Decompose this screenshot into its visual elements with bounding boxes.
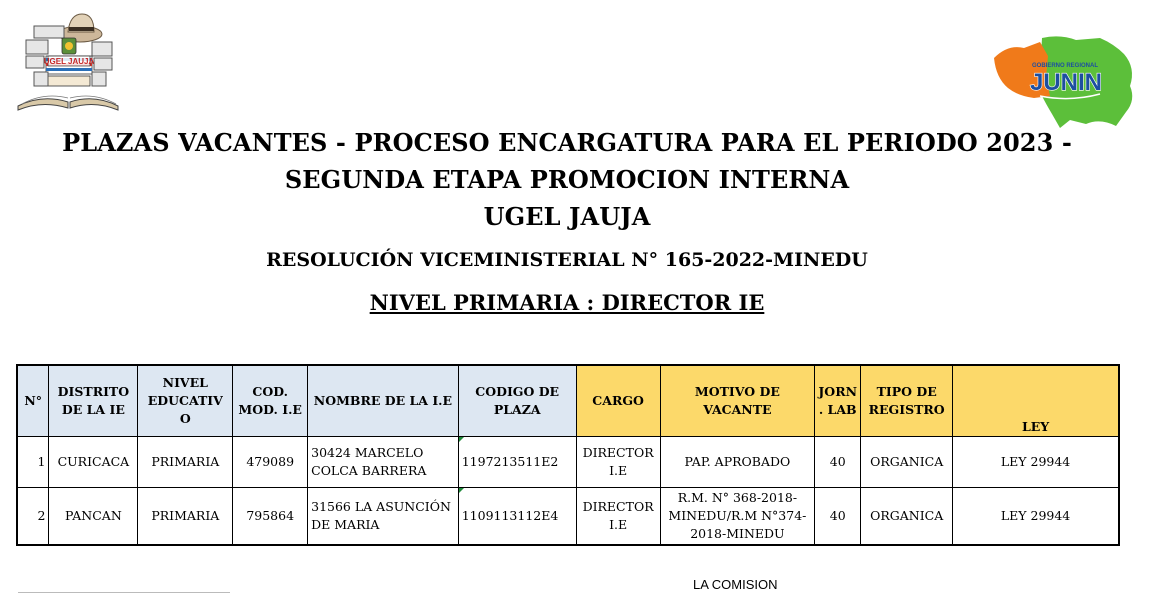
header-nivel: NIVEL EDUCATIV O (138, 365, 233, 437)
cell-nombre: 30424 MARCELO COLCA BARRERA (308, 437, 459, 488)
comision-label: LA COMISION (693, 577, 778, 592)
title-line-1: PLAZAS VACANTES - PROCESO ENCARGATURA PARA EL PERIODO 2023 - (62, 128, 1072, 157)
cell-tipo: ORGANICA (861, 437, 953, 488)
table-row (17, 437, 1119, 488)
junin-logo-name: JUNIN (1029, 69, 1103, 96)
cell-distrito: PANCAN (49, 488, 138, 546)
header-motivo: MOTIVO DE VACANTE (660, 365, 815, 437)
resolution-heading: RESOLUCIÓN VICEMINISTERIAL N° 165-2022-MINEDU (266, 249, 868, 271)
header-n: N° (17, 365, 49, 437)
cell-n: 2 (17, 488, 49, 546)
cell-distrito: CURICACA (49, 437, 138, 488)
header-jorn: JORN . LAB (815, 365, 861, 437)
header-distrito: DISTRITO DE LA IE (49, 365, 138, 437)
cell-nivel: PRIMARIA (138, 437, 233, 488)
cell-tipo: ORGANICA (861, 488, 953, 546)
cell-motivo: R.M. N° 368-2018-MINEDU/R.M N°374-2018-MINEDU (660, 488, 815, 546)
header-nombre: NOMBRE DE LA I.E (308, 365, 459, 437)
cell-nombre: 31566 LA ASUNCIÓN DE MARIA (308, 488, 459, 546)
signature-line (18, 592, 230, 593)
cell-cod-mod: 795864 (233, 488, 308, 546)
title-line-2: SEGUNDA ETAPA PROMOCION INTERNA (284, 165, 850, 194)
document-title (0, 124, 1134, 235)
cell-codigo-plaza: 1109113112E4 (458, 488, 576, 546)
table-header-row (17, 365, 1119, 437)
header-cod-mod: COD. MOD. I.E (233, 365, 308, 437)
title-line-3: UGEL JAUJA (483, 202, 651, 231)
cell-jorn: 40 (815, 437, 861, 488)
plazas-vacantes-table (16, 364, 1120, 546)
cell-ley: LEY 29944 (953, 437, 1119, 488)
ugel-jauja-logo (16, 8, 122, 112)
nivel-heading: NIVEL PRIMARIA : DIRECTOR IE (369, 290, 765, 315)
cell-nivel: PRIMARIA (138, 488, 233, 546)
cell-codigo-plaza: 1197213511E2 (458, 437, 576, 488)
junin-logo-top-text: GOBIERNO REGIONAL (1031, 63, 1099, 69)
header-tipo: TIPO DE REGISTRO (861, 365, 953, 437)
cell-n: 1 (17, 437, 49, 488)
cell-cargo: DIRECTOR I.E (576, 488, 660, 546)
header-ley: LEY (953, 365, 1119, 437)
cell-cargo: DIRECTOR I.E (576, 437, 660, 488)
cell-motivo: PAP. APROBADO (660, 437, 815, 488)
cell-jorn: 40 (815, 488, 861, 546)
header-codigo-plaza: CODIGO DE PLAZA (458, 365, 576, 437)
cell-cod-mod: 479089 (233, 437, 308, 488)
header-cargo: CARGO (576, 365, 660, 437)
gobierno-regional-junin-logo (990, 34, 1136, 130)
ugel-logo-text: UGEL JAUJA (43, 57, 95, 66)
table-row (17, 488, 1119, 546)
cell-ley: LEY 29944 (953, 488, 1119, 546)
